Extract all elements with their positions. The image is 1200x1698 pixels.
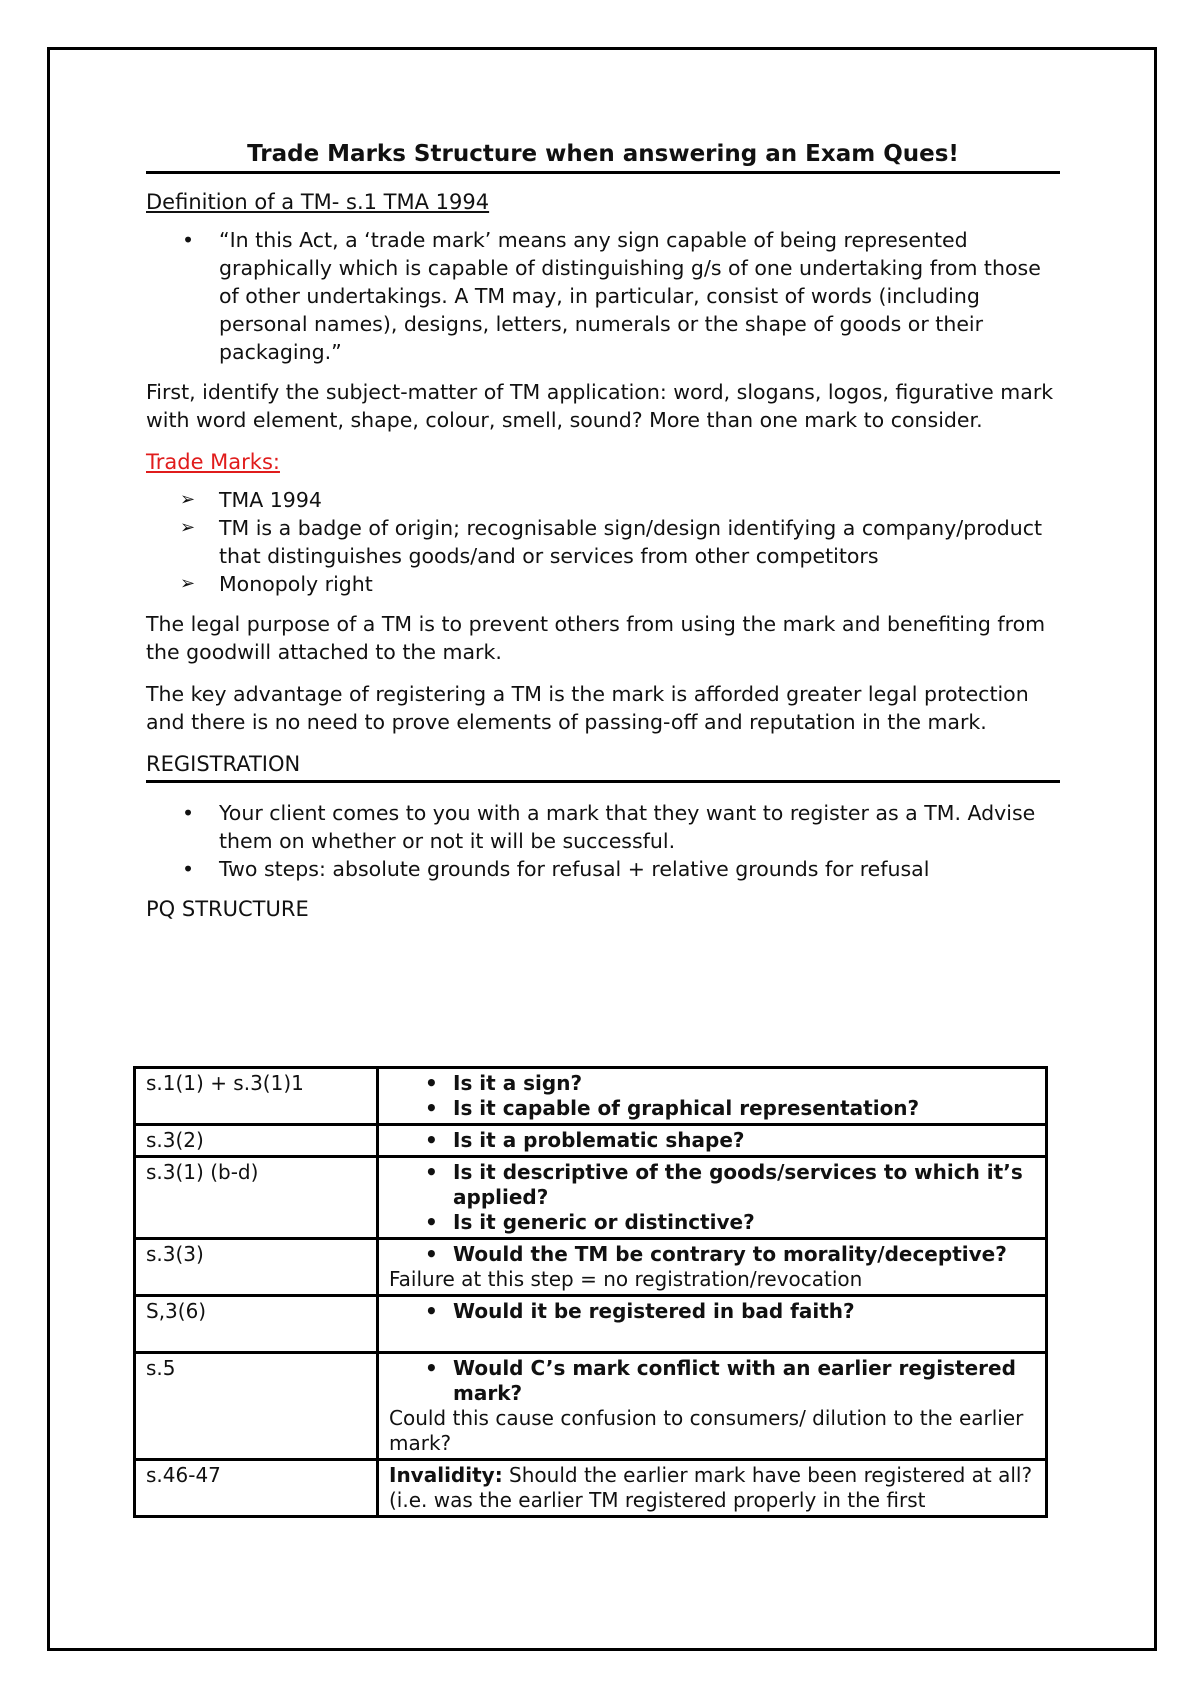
list-item: • Your client comes to you with a mark that they want to register as a TM. Advise them on whether or not it will be successful. bbox=[146, 799, 1060, 855]
intro-paragraph: First, identify the subject-matter of TM application: word, slogans, logos, figurative mark with word element, shape, colour, smell, sound? More than one mark to consider. bbox=[146, 380, 1054, 432]
list-item: ➢ TMA 1994 bbox=[146, 486, 1060, 514]
question-note: Could this cause confusion to consumers/ dilution to the earlier mark? bbox=[389, 1406, 1024, 1455]
advantage-paragraph: The key advantage of registering a TM is the mark is afforded greater legal protection and there is no need to prove elements of passing-off and reputation in the mark. bbox=[146, 682, 1029, 734]
definition-quote: • “In this Act, a ‘trade mark’ means any sign capable of being represented graphically which is capable of distinguishing g/s of one undertaking from those of other undertakings. A TM may, in particular, consist of words (including personal names), designs, letters, numerals or the shape of goods or their packaging.” bbox=[146, 226, 1060, 366]
question-item: • Is it capable of graphical representation? bbox=[389, 1096, 1037, 1121]
document-body bbox=[146, 140, 1060, 931]
table-row bbox=[135, 1157, 1047, 1239]
list-item: • Two steps: absolute grounds for refusal + relative grounds for refusal bbox=[146, 855, 1060, 883]
question-note: Failure at this step = no registration/revocation bbox=[389, 1267, 863, 1291]
question-list bbox=[389, 1071, 1037, 1121]
table-row bbox=[135, 1460, 1047, 1517]
pq-table bbox=[133, 1066, 1048, 1518]
table-cell-questions bbox=[378, 1353, 1047, 1460]
question-item: • Is it a problematic shape? bbox=[389, 1128, 1037, 1153]
table-cell-questions bbox=[378, 1125, 1047, 1157]
table-row bbox=[135, 1296, 1047, 1353]
list-item: ➢ Monopoly right bbox=[146, 570, 1060, 598]
registration-list bbox=[146, 799, 1060, 883]
page-title: Trade Marks Structure when answering an Exam Ques! bbox=[146, 140, 1060, 174]
definition-list bbox=[146, 226, 1060, 366]
question-list bbox=[389, 1356, 1037, 1406]
table-row bbox=[135, 1353, 1047, 1460]
trade-marks-heading: Trade Marks: bbox=[146, 450, 280, 474]
definition-heading: Definition of a TM- s.1 TMA 1994 bbox=[146, 190, 490, 214]
question-list bbox=[389, 1160, 1037, 1235]
invalidity-text: Should the earlier mark have been registered at all? bbox=[502, 1463, 1033, 1487]
question-list bbox=[389, 1242, 1037, 1267]
table-cell-questions bbox=[378, 1068, 1047, 1125]
table-cell-section: s.3(1) (b-d) bbox=[135, 1157, 378, 1239]
list-item: ➢ TM is a badge of origin; recognisable sign/design identifying a company/product that distinguishes goods/and or services from other competitors bbox=[146, 514, 1060, 570]
question-list bbox=[389, 1128, 1037, 1153]
question-item: • Would the TM be contrary to morality/deceptive? bbox=[389, 1242, 1037, 1267]
table-row bbox=[135, 1239, 1047, 1296]
purpose-paragraph: The legal purpose of a TM is to prevent others from using the mark and benefiting from the goodwill attached to the mark. bbox=[146, 612, 1046, 664]
question-item: • Is it descriptive of the goods/services to which it’s applied? bbox=[389, 1160, 1037, 1210]
table-cell-questions bbox=[378, 1157, 1047, 1239]
table-cell-section: s.5 bbox=[135, 1353, 378, 1460]
table-cell-questions bbox=[378, 1239, 1047, 1296]
question-list bbox=[389, 1299, 1037, 1324]
trade-marks-list bbox=[146, 486, 1060, 598]
table-cell-questions bbox=[378, 1460, 1047, 1517]
registration-heading: REGISTRATION bbox=[146, 750, 1060, 783]
question-item: • Is it generic or distinctive? bbox=[389, 1210, 1037, 1235]
pq-heading: PQ STRUCTURE bbox=[146, 897, 309, 921]
question-item: • Would C’s mark conflict with an earlier registered mark? bbox=[389, 1356, 1037, 1406]
invalidity-note: (i.e. was the earlier TM registered properly in the first bbox=[389, 1488, 926, 1512]
invalidity-label: Invalidity: bbox=[389, 1463, 503, 1487]
table-row bbox=[135, 1068, 1047, 1125]
table-cell-section: s.1(1) + s.3(1)1 bbox=[135, 1068, 378, 1125]
table-cell-section: s.3(3) bbox=[135, 1239, 378, 1296]
question-item: • Is it a sign? bbox=[389, 1071, 1037, 1096]
table-cell-section: s.3(2) bbox=[135, 1125, 378, 1157]
table-cell-questions bbox=[378, 1296, 1047, 1353]
table-row bbox=[135, 1125, 1047, 1157]
question-item: • Would it be registered in bad faith? bbox=[389, 1299, 1037, 1324]
table-cell-section: S,3(6) bbox=[135, 1296, 378, 1353]
table-cell-section: s.46-47 bbox=[135, 1460, 378, 1517]
